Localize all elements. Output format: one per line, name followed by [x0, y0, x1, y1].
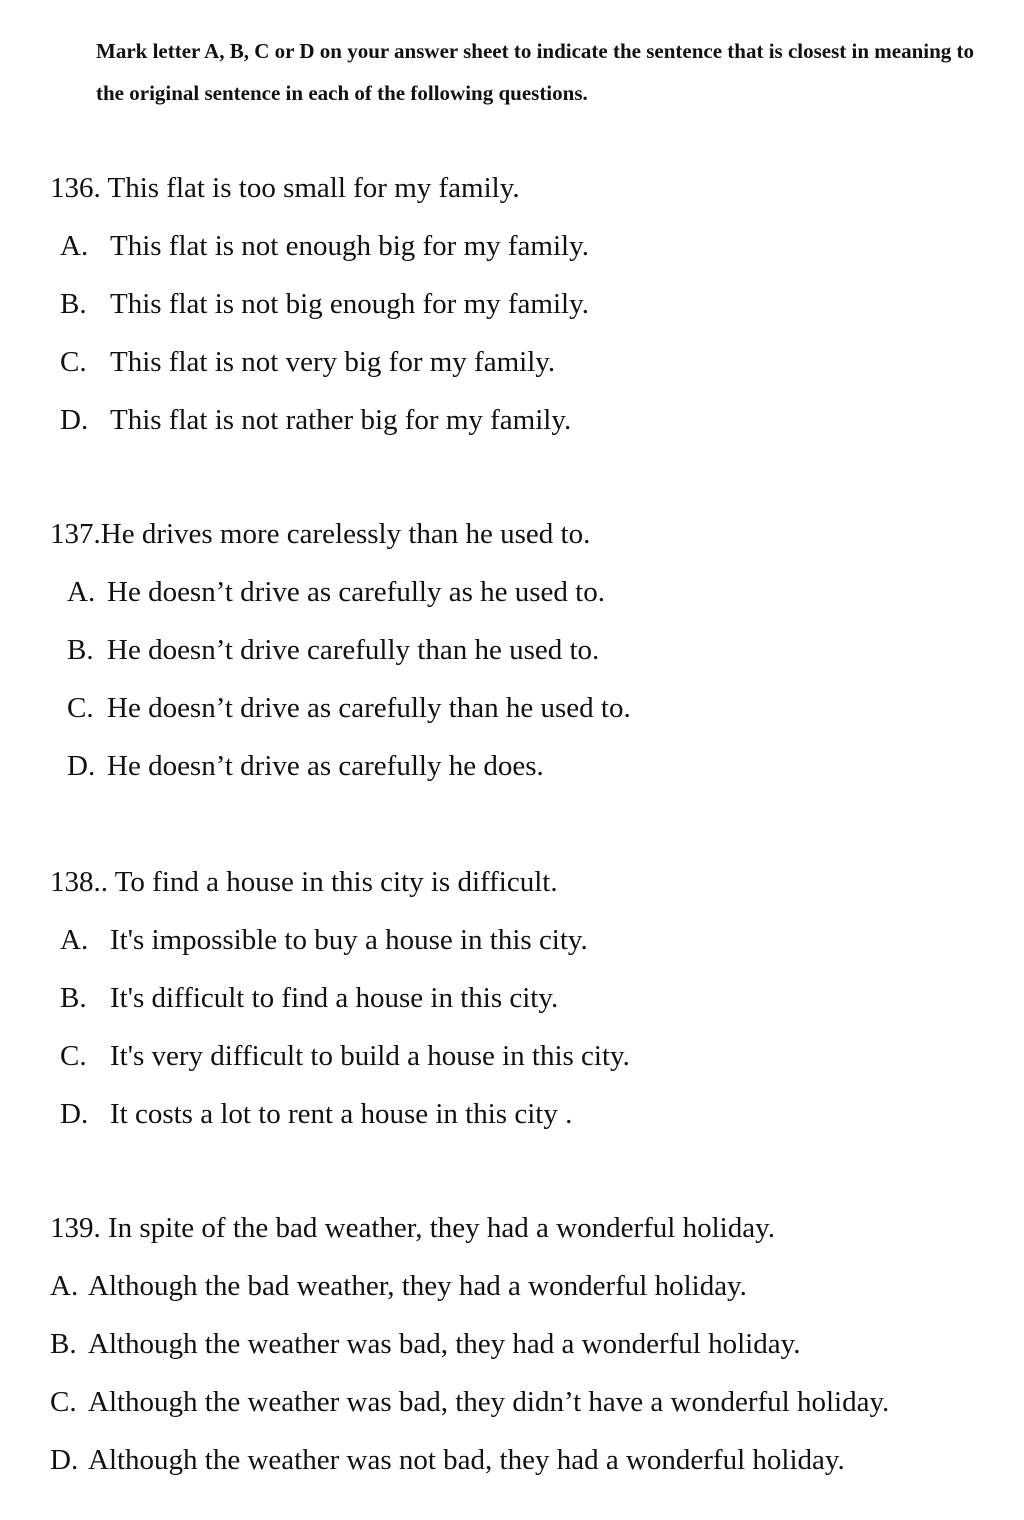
option-letter: A. — [60, 230, 89, 262]
option-b — [50, 284, 589, 342]
option-letter: A. — [67, 576, 96, 608]
option-d — [50, 400, 589, 458]
option-letter: C. — [50, 1386, 77, 1418]
instructions-text: Mark letter A, B, C or D on your answer sheet to indicate the sentence that is closest in meaning to the original sentence in each of the following questions. — [96, 39, 975, 105]
option-text: Although the weather was not bad, they had a wonderful holiday. — [88, 1444, 845, 1476]
option-letter: D. — [50, 1444, 79, 1476]
option-letter: D. — [67, 750, 96, 782]
question-138 — [50, 862, 630, 1152]
option-text: This flat is not big enough for my family. — [110, 288, 589, 320]
option-a — [50, 920, 630, 978]
option-letter: A. — [60, 924, 89, 956]
option-letter: C. — [67, 692, 94, 724]
option-c — [50, 342, 589, 400]
option-letter: B. — [60, 982, 87, 1014]
question-stem: 138.. To find a house in this city is difficult. — [50, 866, 558, 898]
option-text: He doesn’t drive carefully than he used to. — [107, 634, 600, 666]
option-d — [50, 1094, 630, 1152]
option-text: It costs a lot to rent a house in this city . — [110, 1098, 573, 1130]
option-letter: B. — [60, 288, 87, 320]
option-a — [50, 572, 631, 630]
option-c — [50, 1382, 889, 1440]
question-137 — [50, 514, 631, 804]
option-text: Although the weather was bad, they didn’t have a wonderful holiday. — [88, 1386, 890, 1418]
option-letter: D. — [60, 1098, 89, 1130]
option-text: This flat is not enough big for my family. — [110, 230, 589, 262]
option-b — [50, 978, 630, 1036]
option-text: He doesn’t drive as carefully than he used to. — [107, 692, 631, 724]
option-a — [50, 1266, 889, 1324]
option-text: He doesn’t drive as carefully as he used to. — [107, 576, 605, 608]
option-text: Although the weather was bad, they had a wonderful holiday. — [88, 1328, 801, 1360]
question-stem: 139. In spite of the bad weather, they had a wonderful holiday. — [50, 1212, 775, 1244]
option-letter: A. — [50, 1270, 79, 1302]
option-letter: B. — [67, 634, 94, 666]
option-c — [50, 688, 631, 746]
option-text: It's difficult to find a house in this city. — [110, 982, 559, 1014]
question-136 — [50, 168, 589, 458]
option-letter: B. — [50, 1328, 77, 1360]
question-stem: 136. This flat is too small for my family. — [50, 172, 520, 204]
option-b — [50, 630, 631, 688]
option-d — [50, 1440, 889, 1498]
option-text: It's very difficult to build a house in this city. — [110, 1040, 630, 1072]
question-stem: 137.He drives more carelessly than he used to. — [50, 518, 591, 550]
option-text: This flat is not very big for my family. — [110, 346, 556, 378]
option-d — [50, 746, 631, 804]
option-letter: D. — [60, 404, 89, 436]
option-letter: C. — [60, 346, 87, 378]
question-139 — [50, 1208, 889, 1498]
option-text: It's impossible to buy a house in this city. — [110, 924, 588, 956]
option-c — [50, 1036, 630, 1094]
option-text: He doesn’t drive as carefully he does. — [107, 750, 544, 782]
option-a — [50, 226, 589, 284]
option-letter: C. — [60, 1040, 87, 1072]
option-text: This flat is not rather big for my family. — [110, 404, 572, 436]
option-text: Although the bad weather, they had a wonderful holiday. — [88, 1270, 747, 1302]
option-b — [50, 1324, 889, 1382]
